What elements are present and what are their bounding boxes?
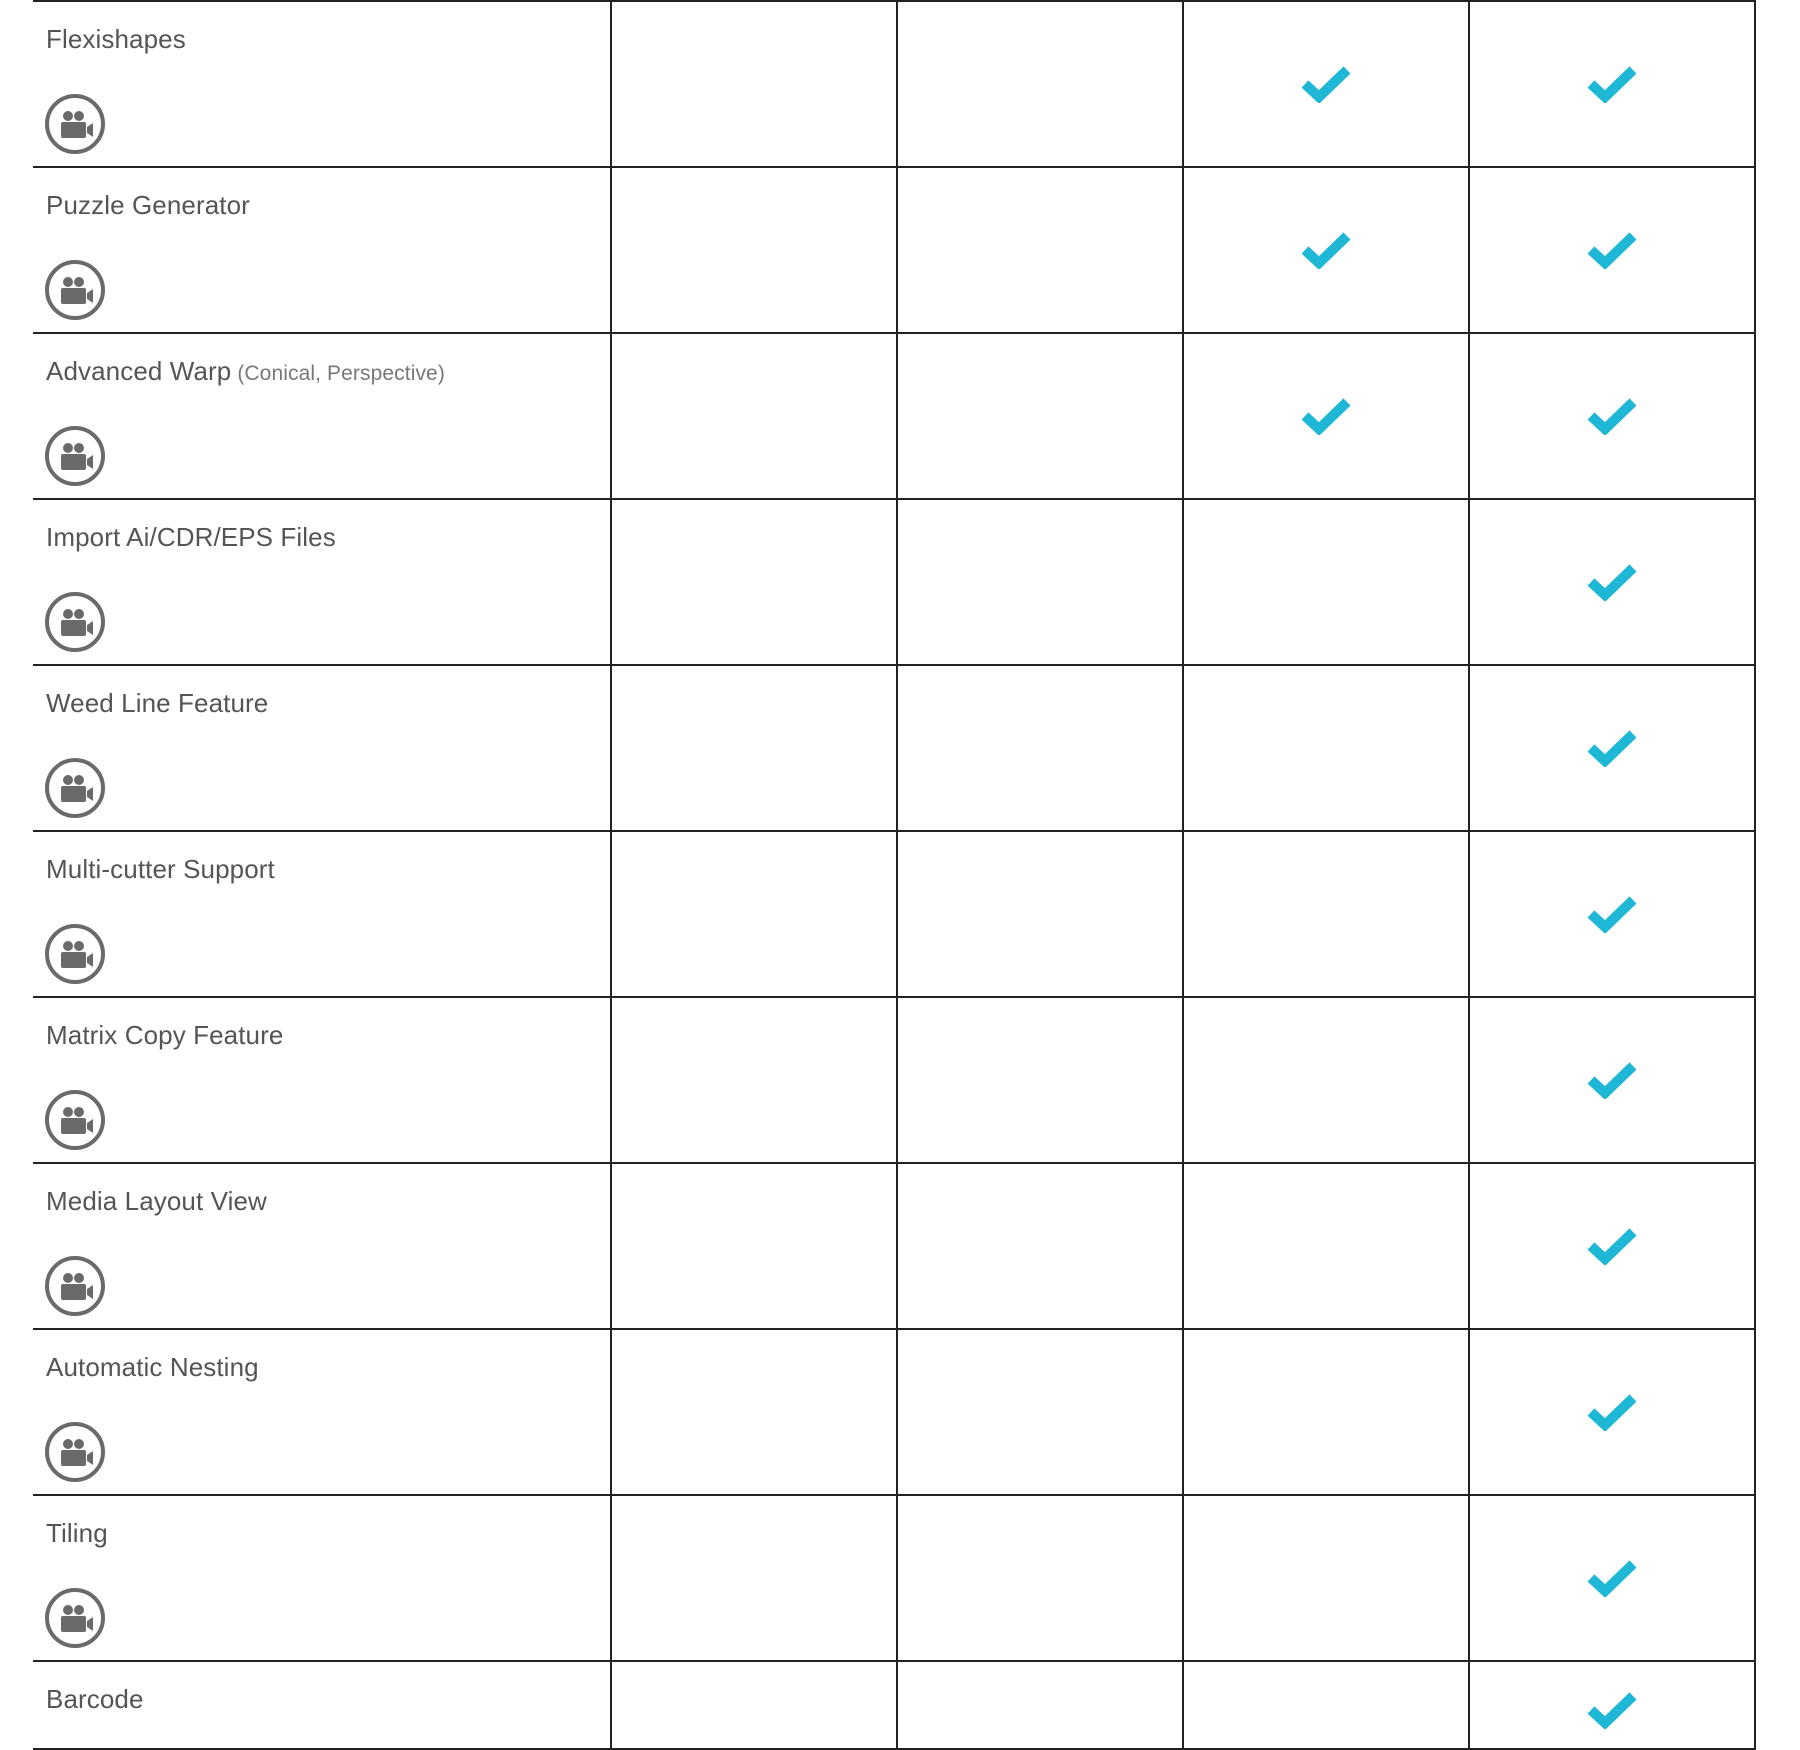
plan-cell-content — [898, 500, 1182, 664]
feature-name-text: Barcode — [46, 1684, 144, 1714]
feature-label — [46, 688, 268, 719]
check-icon — [1586, 1227, 1638, 1265]
plan-cell-content — [898, 334, 1182, 498]
plan-cell-1 — [611, 499, 897, 665]
plan-cell-content — [612, 832, 896, 996]
plan-cell-3 — [1183, 831, 1469, 997]
plan-cell-4 — [1469, 997, 1755, 1163]
feature-cell — [33, 998, 610, 1162]
feature-comparison-table — [33, 0, 1756, 1750]
plan-cell-content — [1470, 2, 1754, 166]
plan-cell-content — [1184, 666, 1468, 830]
feature-name-text: Weed Line Feature — [46, 688, 269, 718]
feature-name-cell — [33, 1661, 611, 1749]
plan-cell-3 — [1183, 1661, 1469, 1749]
feature-name-cell — [33, 333, 611, 499]
plan-cell-3 — [1183, 333, 1469, 499]
check-icon — [1586, 65, 1638, 103]
plan-cell-3 — [1183, 167, 1469, 333]
feature-cell — [33, 1662, 610, 1748]
plan-cell-2 — [897, 167, 1183, 333]
check-icon — [1586, 729, 1638, 767]
video-camera-icon[interactable] — [45, 924, 105, 984]
feature-row — [33, 1661, 1755, 1749]
feature-label — [46, 1020, 283, 1051]
plan-cell-1 — [611, 997, 897, 1163]
plan-cell-content — [1470, 334, 1754, 498]
feature-name-cell — [33, 1163, 611, 1329]
feature-label — [46, 1186, 267, 1217]
plan-cell-4 — [1469, 333, 1755, 499]
video-camera-icon[interactable] — [45, 426, 105, 486]
plan-cell-content — [1184, 334, 1468, 498]
plan-cell-1 — [611, 167, 897, 333]
plan-cell-4 — [1469, 831, 1755, 997]
check-icon — [1586, 563, 1638, 601]
plan-cell-content — [898, 1496, 1182, 1660]
plan-cell-3 — [1183, 499, 1469, 665]
feature-name-cell — [33, 1329, 611, 1495]
feature-row — [33, 831, 1755, 997]
plan-cell-content — [1184, 168, 1468, 332]
check-icon — [1586, 895, 1638, 933]
plan-cell-2 — [897, 997, 1183, 1163]
check-icon — [1586, 1393, 1638, 1431]
check-icon — [1300, 65, 1352, 103]
feature-row — [33, 1329, 1755, 1495]
plan-cell-4 — [1469, 1329, 1755, 1495]
feature-name-cell — [33, 499, 611, 665]
check-icon — [1586, 231, 1638, 269]
plan-cell-1 — [611, 1, 897, 167]
plan-cell-content — [1470, 1662, 1754, 1748]
plan-cell-content — [612, 500, 896, 664]
feature-note: (Conical, Perspective) — [237, 362, 445, 385]
plan-cell-content — [898, 832, 1182, 996]
feature-rows — [33, 1, 1755, 1749]
feature-label — [46, 522, 336, 553]
plan-cell-content — [898, 1662, 1182, 1748]
feature-name-text: Puzzle Generator — [46, 190, 250, 220]
plan-cell-content — [612, 1496, 896, 1660]
feature-label — [46, 24, 186, 55]
plan-cell-3 — [1183, 665, 1469, 831]
feature-row — [33, 1163, 1755, 1329]
video-camera-icon[interactable] — [45, 260, 105, 320]
video-camera-icon[interactable] — [45, 1422, 105, 1482]
feature-cell — [33, 500, 610, 664]
feature-row — [33, 665, 1755, 831]
plan-cell-3 — [1183, 1, 1469, 167]
feature-row — [33, 997, 1755, 1163]
feature-cell — [33, 666, 610, 830]
feature-name-cell — [33, 1, 611, 167]
feature-cell — [33, 334, 610, 498]
plan-cell-content — [612, 1662, 896, 1748]
plan-cell-2 — [897, 1, 1183, 167]
plan-cell-3 — [1183, 1163, 1469, 1329]
plan-cell-2 — [897, 831, 1183, 997]
plan-cell-content — [1470, 832, 1754, 996]
feature-label — [46, 356, 445, 387]
plan-cell-content — [898, 666, 1182, 830]
plan-cell-3 — [1183, 1329, 1469, 1495]
feature-name-text: Matrix Copy Feature — [46, 1020, 284, 1050]
feature-name-text: Import Ai/CDR/EPS Files — [46, 522, 336, 552]
feature-label — [46, 854, 275, 885]
plan-cell-content — [1470, 1330, 1754, 1494]
plan-cell-4 — [1469, 1163, 1755, 1329]
plan-cell-2 — [897, 499, 1183, 665]
check-icon — [1586, 1559, 1638, 1597]
plan-cell-content — [612, 1330, 896, 1494]
plan-cell-1 — [611, 1329, 897, 1495]
feature-comparison-table-wrapper — [33, 0, 1755, 1750]
video-camera-icon[interactable] — [45, 592, 105, 652]
plan-cell-content — [612, 1164, 896, 1328]
feature-row — [33, 1, 1755, 167]
plan-cell-content — [1184, 500, 1468, 664]
plan-cell-2 — [897, 1329, 1183, 1495]
feature-name-cell — [33, 831, 611, 997]
plan-cell-content — [1470, 666, 1754, 830]
plan-cell-content — [898, 1330, 1182, 1494]
check-icon — [1586, 1061, 1638, 1099]
feature-name-text: Flexishapes — [46, 24, 186, 54]
feature-label — [46, 190, 250, 221]
check-icon — [1586, 397, 1638, 435]
plan-cell-2 — [897, 1661, 1183, 1749]
plan-cell-content — [1470, 1164, 1754, 1328]
feature-name-text: Multi-cutter Support — [46, 854, 275, 884]
plan-cell-content — [898, 168, 1182, 332]
plan-cell-content — [612, 168, 896, 332]
video-camera-icon[interactable] — [45, 1256, 105, 1316]
video-camera-icon[interactable] — [45, 758, 105, 818]
plan-cell-content — [1184, 1330, 1468, 1494]
plan-cell-content — [1470, 998, 1754, 1162]
feature-name-cell — [33, 1495, 611, 1661]
feature-cell — [33, 1164, 610, 1328]
plan-cell-content — [1470, 500, 1754, 664]
plan-cell-4 — [1469, 167, 1755, 333]
feature-name-text: Automatic Nesting — [46, 1352, 259, 1382]
plan-cell-3 — [1183, 1495, 1469, 1661]
feature-name-cell — [33, 997, 611, 1163]
plan-cell-content — [612, 334, 896, 498]
plan-cell-content — [1184, 998, 1468, 1162]
plan-cell-content — [1184, 1496, 1468, 1660]
feature-name-text: Tiling — [46, 1518, 108, 1548]
plan-cell-4 — [1469, 499, 1755, 665]
plan-cell-content — [612, 2, 896, 166]
plan-cell-4 — [1469, 1661, 1755, 1749]
plan-cell-2 — [897, 1163, 1183, 1329]
feature-name-cell — [33, 665, 611, 831]
check-icon — [1586, 1691, 1638, 1729]
feature-row — [33, 1495, 1755, 1661]
feature-label — [46, 1518, 108, 1549]
plan-cell-content — [898, 2, 1182, 166]
plan-cell-content — [1470, 1496, 1754, 1660]
video-camera-icon[interactable] — [45, 1588, 105, 1648]
video-camera-icon[interactable] — [45, 94, 105, 154]
plan-cell-1 — [611, 1661, 897, 1749]
plan-cell-1 — [611, 1163, 897, 1329]
plan-cell-4 — [1469, 1, 1755, 167]
plan-cell-3 — [1183, 997, 1469, 1163]
plan-cell-content — [1470, 168, 1754, 332]
plan-cell-2 — [897, 333, 1183, 499]
feature-cell — [33, 1496, 610, 1660]
feature-cell — [33, 168, 610, 332]
check-icon — [1300, 397, 1352, 435]
feature-label — [46, 1684, 144, 1715]
plan-cell-4 — [1469, 1495, 1755, 1661]
feature-label — [46, 1352, 259, 1383]
plan-cell-content — [898, 1164, 1182, 1328]
plan-cell-content — [1184, 832, 1468, 996]
plan-cell-2 — [897, 1495, 1183, 1661]
plan-cell-4 — [1469, 665, 1755, 831]
plan-cell-1 — [611, 665, 897, 831]
plan-cell-1 — [611, 333, 897, 499]
feature-name-cell — [33, 167, 611, 333]
video-camera-icon[interactable] — [45, 1090, 105, 1150]
plan-cell-1 — [611, 831, 897, 997]
plan-cell-content — [612, 666, 896, 830]
plan-cell-content — [1184, 1662, 1468, 1748]
plan-cell-1 — [611, 1495, 897, 1661]
feature-cell — [33, 1330, 610, 1494]
feature-name-text: Media Layout View — [46, 1186, 267, 1216]
feature-row — [33, 499, 1755, 665]
feature-cell — [33, 832, 610, 996]
check-icon — [1300, 231, 1352, 269]
feature-name-text: Advanced Warp — [46, 356, 232, 386]
feature-cell — [33, 2, 610, 166]
plan-cell-content — [612, 998, 896, 1162]
feature-row — [33, 333, 1755, 499]
feature-row — [33, 167, 1755, 333]
plan-cell-content — [1184, 2, 1468, 166]
plan-cell-content — [898, 998, 1182, 1162]
plan-cell-2 — [897, 665, 1183, 831]
plan-cell-content — [1184, 1164, 1468, 1328]
